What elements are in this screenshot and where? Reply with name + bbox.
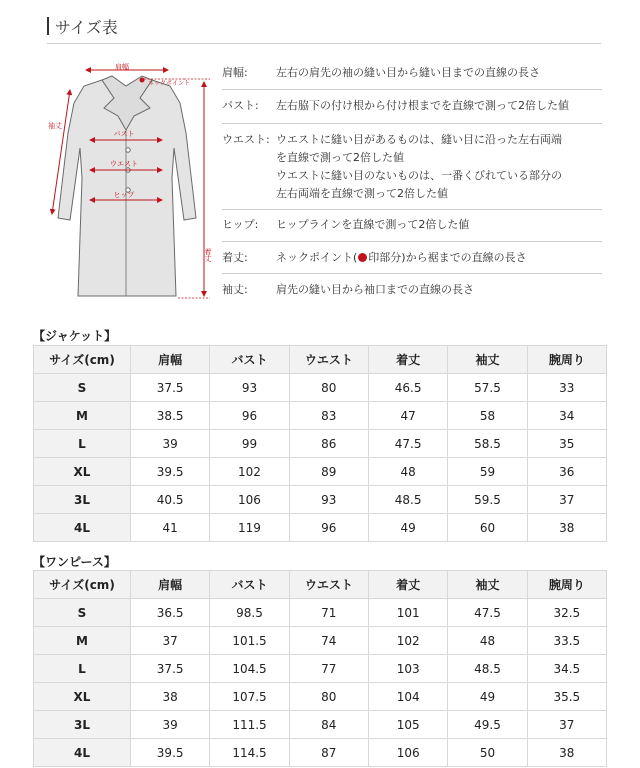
table-cell: 37 xyxy=(527,486,606,514)
table-row xyxy=(34,514,607,542)
jacket-size-table xyxy=(33,345,607,542)
column-header: 腕周り xyxy=(527,571,606,599)
table-cell: 80 xyxy=(289,374,368,402)
table-cell: 37 xyxy=(527,711,606,739)
definition-text: ウエストに縫い目のないものは、一番くびれている部分の xyxy=(276,169,562,182)
column-header: 着丈 xyxy=(368,571,447,599)
table-cell: 104 xyxy=(368,683,447,711)
definition-sleeve xyxy=(222,274,602,305)
size-label-cell: L xyxy=(34,430,131,458)
table-cell: 93 xyxy=(210,374,289,402)
table-cell: 77 xyxy=(289,655,368,683)
table-cell: 33.5 xyxy=(527,627,606,655)
table-cell: 119 xyxy=(210,514,289,542)
column-header: 腕周り xyxy=(527,346,606,374)
table-cell: 36 xyxy=(527,458,606,486)
table-cell: 59.5 xyxy=(448,486,527,514)
label-sleeve: 袖丈 xyxy=(48,122,62,130)
table-cell: 40.5 xyxy=(131,486,210,514)
table-cell: 106 xyxy=(210,486,289,514)
size-label-cell: 4L xyxy=(34,739,131,767)
table-cell: 71 xyxy=(289,599,368,627)
table-cell: 114.5 xyxy=(210,739,289,767)
label-length: 着丈 xyxy=(204,248,212,262)
table-cell: 107.5 xyxy=(210,683,289,711)
page-title: サイズ表 xyxy=(55,18,118,37)
size-label-cell: S xyxy=(34,599,131,627)
table-cell: 59 xyxy=(448,458,527,486)
table-cell: 49 xyxy=(448,683,527,711)
page-header xyxy=(47,14,601,44)
table-cell: 106 xyxy=(368,739,447,767)
table-row xyxy=(34,739,607,767)
table-cell: 101 xyxy=(368,599,447,627)
column-header: ウエスト xyxy=(289,571,368,599)
table-cell: 34.5 xyxy=(527,655,606,683)
table-row xyxy=(34,458,607,486)
table-cell: 37.5 xyxy=(131,655,210,683)
table-cell: 99 xyxy=(210,430,289,458)
label-bust: バスト xyxy=(113,130,135,138)
size-label-cell: XL xyxy=(34,683,131,711)
size-label-cell: L xyxy=(34,655,131,683)
definition-text: 左右脇下の付け根から付け根までを直線で測って2倍した値 xyxy=(276,99,569,112)
table-cell: 111.5 xyxy=(210,711,289,739)
column-header: サイズ(cm) xyxy=(34,571,131,599)
neck-point-marker xyxy=(140,78,145,83)
table-row xyxy=(34,430,607,458)
table-row xyxy=(34,374,607,402)
table-cell: 102 xyxy=(368,627,447,655)
table-cell: 87 xyxy=(289,739,368,767)
jacket-rows xyxy=(34,374,607,542)
table-cell: 93 xyxy=(289,486,368,514)
table-cell: 105 xyxy=(368,711,447,739)
table-row xyxy=(34,486,607,514)
table-row xyxy=(34,711,607,739)
table-cell: 58 xyxy=(448,402,527,430)
table-cell: 38 xyxy=(527,739,606,767)
size-label-cell: 3L xyxy=(34,711,131,739)
definition-shoulder xyxy=(222,58,602,90)
definition-length xyxy=(222,242,602,274)
table-cell: 35.5 xyxy=(527,683,606,711)
column-header: バスト xyxy=(210,346,289,374)
label-shoulder: 肩幅 xyxy=(115,63,129,71)
table-cell: 38.5 xyxy=(131,402,210,430)
table-cell: 39.5 xyxy=(131,458,210,486)
table-cell: 39.5 xyxy=(131,739,210,767)
onepiece-size-table xyxy=(33,570,607,767)
table-cell: 48.5 xyxy=(368,486,447,514)
table-row xyxy=(34,599,607,627)
table-cell: 48 xyxy=(368,458,447,486)
definition-text: 肩先の縫い目から袖口までの直線の長さ xyxy=(276,283,474,296)
definition-term: 肩幅: xyxy=(222,66,248,79)
table-cell: 48.5 xyxy=(448,655,527,683)
column-header: バスト xyxy=(210,571,289,599)
table-cell: 57.5 xyxy=(448,374,527,402)
table-cell: 104.5 xyxy=(210,655,289,683)
definition-term: 着丈: xyxy=(222,251,248,264)
size-label-cell: M xyxy=(34,402,131,430)
label-waist: ウエスト xyxy=(110,160,138,168)
table-cell: 74 xyxy=(289,627,368,655)
table-cell: 46.5 xyxy=(368,374,447,402)
column-header: ウエスト xyxy=(289,346,368,374)
definition-text: ネックポイント( 印部分)から裾までの直線の長さ xyxy=(276,251,527,264)
table-cell: 47.5 xyxy=(368,430,447,458)
definition-text: を直線で測って2倍した値 xyxy=(276,151,404,164)
table-cell: 39 xyxy=(131,711,210,739)
size-label-cell: 4L xyxy=(34,514,131,542)
table-cell: 38 xyxy=(527,514,606,542)
definition-text: ヒップラインを直線で測って2倍した値 xyxy=(276,218,470,231)
table-cell: 47 xyxy=(368,402,447,430)
table-cell: 33 xyxy=(527,374,606,402)
size-label-cell: S xyxy=(34,374,131,402)
table-cell: 83 xyxy=(289,402,368,430)
column-header: サイズ(cm) xyxy=(34,346,131,374)
neck-point-dot-icon xyxy=(358,253,367,262)
table-cell: 49 xyxy=(368,514,447,542)
table-row xyxy=(34,627,607,655)
table-cell: 60 xyxy=(448,514,527,542)
size-label-cell: 3L xyxy=(34,486,131,514)
table-cell: 96 xyxy=(289,514,368,542)
size-label-cell: XL xyxy=(34,458,131,486)
label-hip: ヒップ xyxy=(113,191,135,199)
column-header: 袖丈 xyxy=(448,346,527,374)
table-row xyxy=(34,402,607,430)
size-label-cell: M xyxy=(34,627,131,655)
definition-waist xyxy=(222,124,602,210)
onepiece-rows xyxy=(34,599,607,767)
title-accent-bar xyxy=(47,17,49,35)
definition-hip xyxy=(222,210,602,242)
definition-bust xyxy=(222,90,602,124)
table-cell: 32.5 xyxy=(527,599,606,627)
definition-term: ヒップ: xyxy=(222,218,259,231)
table-header-row xyxy=(34,571,607,599)
table-cell: 102 xyxy=(210,458,289,486)
table-cell: 37.5 xyxy=(131,374,210,402)
definition-text: 左右両端を直線で測って2倍した値 xyxy=(276,187,448,200)
table-cell: 35 xyxy=(527,430,606,458)
table-cell: 96 xyxy=(210,402,289,430)
table-cell: 101.5 xyxy=(210,627,289,655)
table-cell: 89 xyxy=(289,458,368,486)
definition-term: ウエスト: xyxy=(222,133,270,146)
table-cell: 80 xyxy=(289,683,368,711)
table-cell: 50 xyxy=(448,739,527,767)
measurement-definitions xyxy=(222,58,602,305)
table-cell: 47.5 xyxy=(448,599,527,627)
table-cell: 41 xyxy=(131,514,210,542)
table-cell: 103 xyxy=(368,655,447,683)
table-cell: 49.5 xyxy=(448,711,527,739)
definition-text: 左右の肩先の袖の縫い目から縫い目までの直線の長さ xyxy=(276,66,540,79)
column-header: 肩幅 xyxy=(131,571,210,599)
definition-term: 袖丈: xyxy=(222,283,248,296)
table-cell: 36.5 xyxy=(131,599,210,627)
table-row xyxy=(34,655,607,683)
column-header: 袖丈 xyxy=(448,571,527,599)
table-cell: 98.5 xyxy=(210,599,289,627)
table-row xyxy=(34,683,607,711)
column-header: 肩幅 xyxy=(131,346,210,374)
table-cell: 86 xyxy=(289,430,368,458)
coat-illustration xyxy=(44,58,220,308)
table-cell: 37 xyxy=(131,627,210,655)
table-header-row xyxy=(34,346,607,374)
button-1 xyxy=(126,148,130,152)
garment-diagram xyxy=(44,58,220,308)
table-cell: 39 xyxy=(131,430,210,458)
table-cell: 84 xyxy=(289,711,368,739)
table-cell: 38 xyxy=(131,683,210,711)
definition-text: ウエストに縫い目があるものは、縫い目に沿った左右両端 xyxy=(276,133,562,146)
jacket-section-label: 【ジャケット】 xyxy=(33,329,117,343)
definition-term: バスト: xyxy=(222,99,259,112)
table-cell: 58.5 xyxy=(448,430,527,458)
table-cell: 34 xyxy=(527,402,606,430)
table-cell: 48 xyxy=(448,627,527,655)
onepiece-section-label: 【ワンピース】 xyxy=(33,555,116,569)
column-header: 着丈 xyxy=(368,346,447,374)
label-neck-point: ネックポイント xyxy=(148,80,191,87)
